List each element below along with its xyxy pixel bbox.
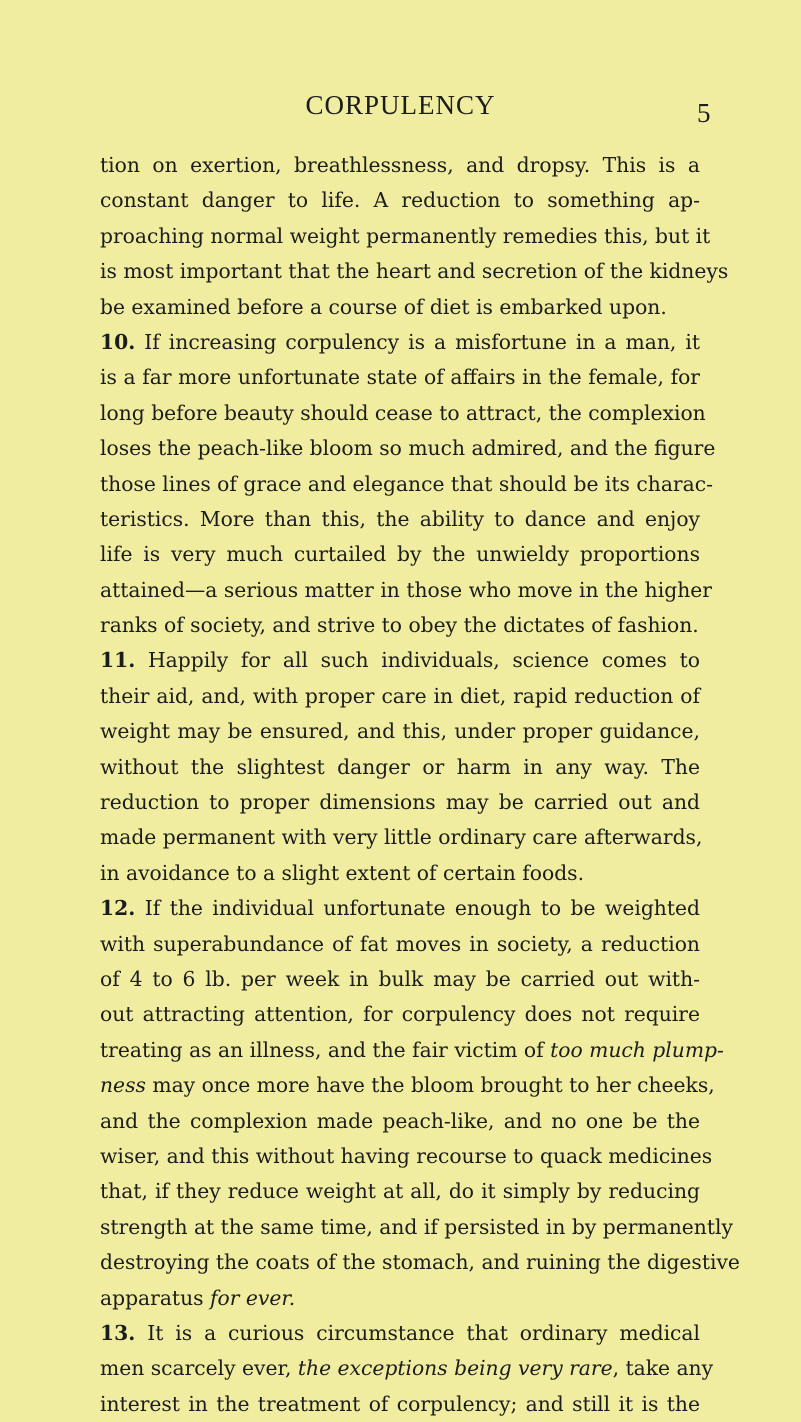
text-segment: Happily for all such individuals, science comes to xyxy=(135,648,700,673)
text-line xyxy=(100,219,711,254)
text-segment: those lines of grace and elegance that should be its charac- xyxy=(100,471,713,496)
text-line xyxy=(100,643,700,678)
text-segment: If increasing corpulency is a misfortune in a man, it xyxy=(135,329,700,354)
text-line xyxy=(100,1139,713,1174)
text-line xyxy=(100,891,700,926)
text-segment: long before beauty should cease to attract, the complexion xyxy=(100,400,706,425)
text-segment: men scarcely ever, xyxy=(100,1356,298,1381)
text-segment: , take any xyxy=(612,1356,714,1381)
text-segment: attained—a serious matter in those who move in the higher xyxy=(100,577,712,602)
italic-text: ness xyxy=(100,1073,146,1098)
text-line xyxy=(100,962,700,997)
text-line xyxy=(100,1210,733,1245)
text-segment: apparatus xyxy=(100,1285,211,1310)
text-segment: teristics. More than this, the ability to dance and enjoy xyxy=(100,506,700,531)
text-segment: proaching normal weight permanently remedies this, but it xyxy=(100,223,711,248)
text-line xyxy=(100,183,700,218)
text-segment: that, if they reduce weight at all, do it simply by reducing xyxy=(100,1179,700,1204)
text-line xyxy=(100,1387,700,1422)
text-line xyxy=(100,396,706,431)
text-segment: reduction to proper dimensions may be carried out and xyxy=(100,790,700,815)
text-line xyxy=(100,679,700,714)
italic-text: for ever. xyxy=(210,1285,296,1310)
text-segment: constant danger to life. A reduction to something ap- xyxy=(100,188,700,213)
body-text xyxy=(100,148,740,1422)
paragraph-number: 11. xyxy=(100,648,136,673)
text-line xyxy=(100,1281,700,1316)
text-line xyxy=(100,997,700,1032)
text-line xyxy=(100,750,700,785)
text-segment: may once more have the bloom brought to her cheeks, xyxy=(145,1073,715,1098)
text-segment: their aid, and, with proper care in diet, rapid reduction of xyxy=(100,683,700,708)
text-line xyxy=(100,785,700,820)
text-line xyxy=(100,325,700,360)
text-segment: interest in the treatment of corpulency; and still it is the xyxy=(100,1391,700,1416)
text-line xyxy=(100,290,700,325)
text-line xyxy=(100,927,700,962)
text-segment: loses the peach-like bloom so much admired, and the figure xyxy=(100,436,716,461)
text-line xyxy=(100,608,700,643)
text-segment: made permanent with very little ordinary care afterwards, xyxy=(100,825,703,850)
paragraph-number: 12. xyxy=(100,896,136,921)
running-head xyxy=(0,89,801,129)
text-segment: wiser, and this without having recourse to quack medicines xyxy=(100,1143,713,1168)
text-segment: life is very much curtailed by the unwieldy proportions xyxy=(100,542,700,567)
text-segment: If the individual unfortunate enough to be weighted xyxy=(135,896,700,921)
text-segment: destroying the coats of the stomach, and ruining the digestive xyxy=(100,1250,740,1275)
text-line xyxy=(100,148,700,183)
text-segment: ranks of society, and strive to obey the dictates of fashion. xyxy=(100,613,699,638)
paragraph-number: 10. xyxy=(100,329,136,354)
text-line xyxy=(100,360,700,395)
text-line xyxy=(100,714,700,749)
text-segment: of 4 to 6 lb. per week in bulk may be carried out with- xyxy=(100,966,700,991)
text-segment: with superabundance of fat moves in society, a reduction xyxy=(100,931,700,956)
page-number: 5 xyxy=(697,98,711,128)
text-line xyxy=(100,1351,714,1386)
text-segment: in avoidance to a slight extent of certain foods. xyxy=(100,860,585,885)
text-line xyxy=(100,573,712,608)
text-line xyxy=(100,254,729,289)
text-line xyxy=(100,1316,700,1351)
running-title: CORPULENCY xyxy=(305,90,496,120)
text-segment: without the slightest danger or harm in any way. The xyxy=(100,754,700,779)
text-line xyxy=(100,537,700,572)
text-line xyxy=(100,1245,740,1280)
text-line xyxy=(100,467,713,502)
text-line xyxy=(100,1174,700,1209)
paragraph-number: 13. xyxy=(100,1320,136,1345)
text-segment: tion on exertion, breathlessness, and dropsy. This is a xyxy=(100,153,700,177)
text-line xyxy=(100,431,716,466)
text-segment: be examined before a course of diet is embarked upon. xyxy=(100,294,667,319)
text-segment: out attracting attention, for corpulency does not require xyxy=(100,1002,700,1027)
text-line xyxy=(100,1033,724,1068)
text-line xyxy=(100,1068,715,1103)
text-line xyxy=(100,502,700,537)
text-line xyxy=(100,1104,700,1139)
italic-text: the exceptions being very rare xyxy=(297,1356,613,1381)
text-line xyxy=(100,820,703,855)
text-segment: strength at the same time, and if persisted in by permanently xyxy=(100,1214,733,1239)
text-segment: is most important that the heart and secretion of the kidneys xyxy=(100,259,729,284)
text-segment: treating as an illness, and the fair victim of xyxy=(100,1037,551,1062)
text-segment: and the complexion made peach-like, and no one be the xyxy=(100,1108,700,1133)
text-segment: is a far more unfortunate state of affairs in the female, for xyxy=(100,365,700,390)
italic-text: too much plump- xyxy=(550,1037,724,1062)
text-segment: weight may be ensured, and this, under proper guidance, xyxy=(100,719,700,744)
text-line xyxy=(100,856,700,891)
text-segment: It is a curious circumstance that ordinary medical xyxy=(135,1320,700,1345)
